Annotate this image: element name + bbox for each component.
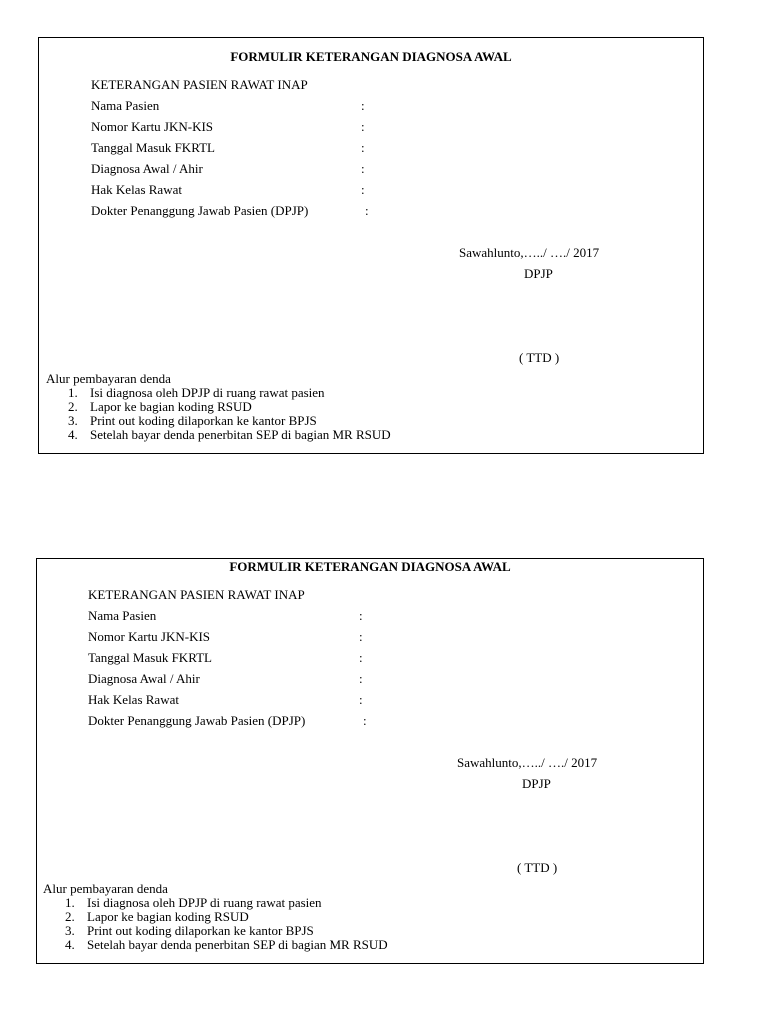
field-label-nama-pasien: Nama Pasien [88, 608, 157, 623]
field-separator: : [359, 629, 363, 644]
field-separator: : [359, 650, 363, 665]
flow-title: Alur pembayaran denda [43, 881, 168, 896]
field-label-nomor-kartu: Nomor Kartu JKN-KIS [91, 119, 214, 134]
field-label-tanggal-masuk: Tanggal Masuk FKRTL [88, 650, 212, 665]
field-label-diagnosa: Diagnosa Awal / Ahir [91, 161, 203, 176]
diagnosis-form-2 [36, 558, 704, 964]
flow-title: Alur pembayaran denda [46, 371, 171, 386]
signer-label: DPJP [522, 776, 551, 791]
field-separator: : [361, 98, 365, 113]
flow-steps [65, 896, 388, 952]
signature-placeholder: ( TTD ) [519, 350, 560, 365]
field-separator: : [359, 692, 363, 707]
field-separator: : [359, 671, 363, 686]
field-separator: : [361, 119, 365, 134]
form-title: FORMULIR KETERANGAN DIAGNOSA AWAL [229, 559, 511, 574]
field-label-diagnosa: Diagnosa Awal / Ahir [88, 671, 200, 686]
list-item: 1. Isi diagnosa oleh DPJP di ruang rawat pasien [68, 385, 325, 400]
field-separator: : [361, 182, 365, 197]
field-separator: : [359, 608, 363, 623]
field-separator: : [361, 140, 365, 155]
place-date: Sawahlunto,…../ …./ 2017 [457, 755, 598, 770]
field-label-dpjp: Dokter Penanggung Jawab Pasien (DPJP) [91, 203, 309, 218]
field-label-nomor-kartu: Nomor Kartu JKN-KIS [88, 629, 211, 644]
field-separator: : [363, 713, 367, 728]
list-item: 2. Lapor ke bagian koding RSUD [68, 399, 252, 414]
form-subtitle: KETERANGAN PASIEN RAWAT INAP [88, 587, 305, 602]
list-item: 2. Lapor ke bagian koding RSUD [65, 909, 249, 924]
list-item: 4. Setelah bayar denda penerbitan SEP di bagian MR RSUD [65, 937, 388, 952]
list-item: 4. Setelah bayar denda penerbitan SEP di bagian MR RSUD [68, 427, 391, 442]
signer-label: DPJP [524, 266, 553, 281]
field-label-nama-pasien: Nama Pasien [91, 98, 160, 113]
list-item: 1. Isi diagnosa oleh DPJP di ruang rawat pasien [65, 895, 322, 910]
signature-placeholder: ( TTD ) [517, 860, 558, 875]
diagnosis-form-1 [38, 37, 704, 454]
flow-steps [68, 386, 391, 442]
form-subtitle: KETERANGAN PASIEN RAWAT INAP [91, 77, 308, 92]
list-item: 3. Print out koding dilaporkan ke kantor BPJS [65, 923, 314, 938]
place-date: Sawahlunto,…../ …./ 2017 [459, 245, 600, 260]
field-separator: : [365, 203, 369, 218]
list-item: 3. Print out koding dilaporkan ke kantor BPJS [68, 413, 317, 428]
field-label-hak-kelas: Hak Kelas Rawat [88, 692, 179, 707]
form-title: FORMULIR KETERANGAN DIAGNOSA AWAL [230, 49, 512, 64]
field-label-hak-kelas: Hak Kelas Rawat [91, 182, 182, 197]
field-separator: : [361, 161, 365, 176]
field-label-dpjp: Dokter Penanggung Jawab Pasien (DPJP) [88, 713, 306, 728]
field-label-tanggal-masuk: Tanggal Masuk FKRTL [91, 140, 215, 155]
